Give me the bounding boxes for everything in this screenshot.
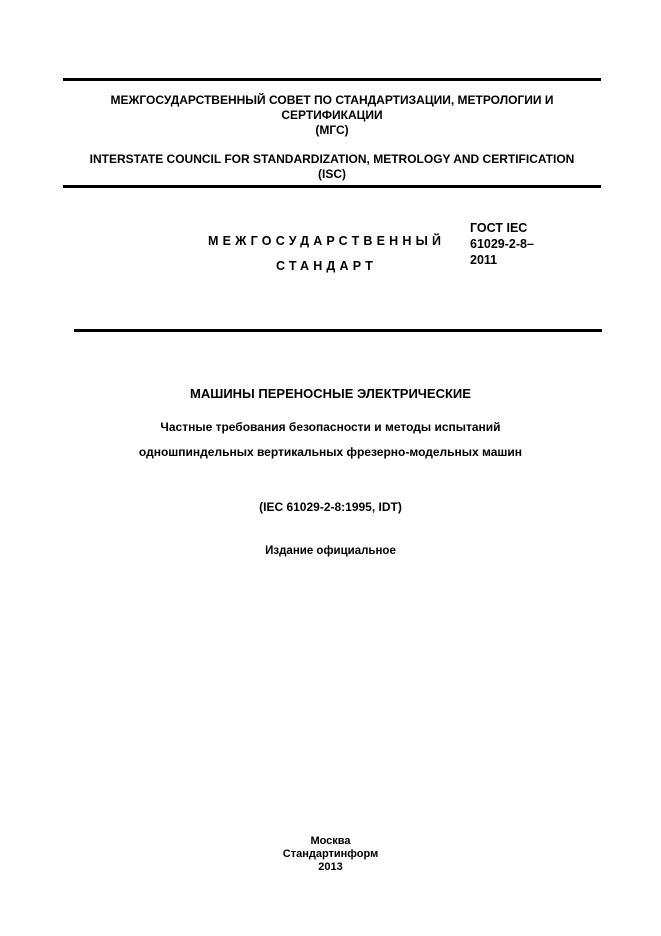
- title-block-rule: [74, 329, 602, 332]
- council-name-ru: [63, 93, 601, 138]
- imprint: [0, 835, 661, 874]
- imprint-year: 2013: [318, 861, 343, 873]
- council-name-en: [63, 152, 601, 182]
- top-rule: [63, 78, 601, 81]
- imprint-publisher: Стандартинформ: [282, 848, 379, 860]
- council-ru-abbrev: (МГС): [315, 123, 349, 137]
- standard-type-line-2: СТАНДАРТ: [276, 259, 377, 273]
- subtitle-line-2: одношпиндельных вертикальных фрезерно-модельных машин: [138, 445, 523, 459]
- subtitle-line-1: Частные требования безопасности и методы испытаний: [160, 420, 501, 434]
- council-en-line-1: INTERSTATE COUNCIL FOR STANDARDIZATION, METROLOGY AND CERTIFICATION: [89, 152, 575, 166]
- edition-note: Издание официальное: [265, 545, 396, 557]
- standard-code-line-3: 2011: [470, 253, 498, 267]
- council-ru-line-2: СЕРТИФИКАЦИИ: [281, 108, 383, 122]
- standard-code: [470, 220, 534, 268]
- standard-code-line-2: 61029-2-8–: [470, 237, 534, 251]
- council-ru-line-1: МЕЖГОСУДАРСТВЕННЫЙ СОВЕТ ПО СТАНДАРТИЗАЦИИ, МЕТРОЛОГИИ И: [110, 93, 554, 107]
- standard-code-line-1: ГОСТ IEC: [470, 221, 528, 235]
- imprint-city: Москва: [310, 835, 351, 847]
- iec-reference: (IEC 61029-2-8:1995, IDT): [259, 500, 402, 514]
- standard-type-line-1: МЕЖГОСУДАРСТВЕННЫЙ: [208, 234, 446, 248]
- document-title: МАШИНЫ ПЕРЕНОСНЫЕ ЭЛЕКТРИЧЕСКИЕ: [190, 386, 471, 401]
- header-bottom-rule: [63, 185, 601, 188]
- council-en-abbrev: (ISC): [318, 167, 346, 181]
- document-subtitle: [0, 415, 661, 465]
